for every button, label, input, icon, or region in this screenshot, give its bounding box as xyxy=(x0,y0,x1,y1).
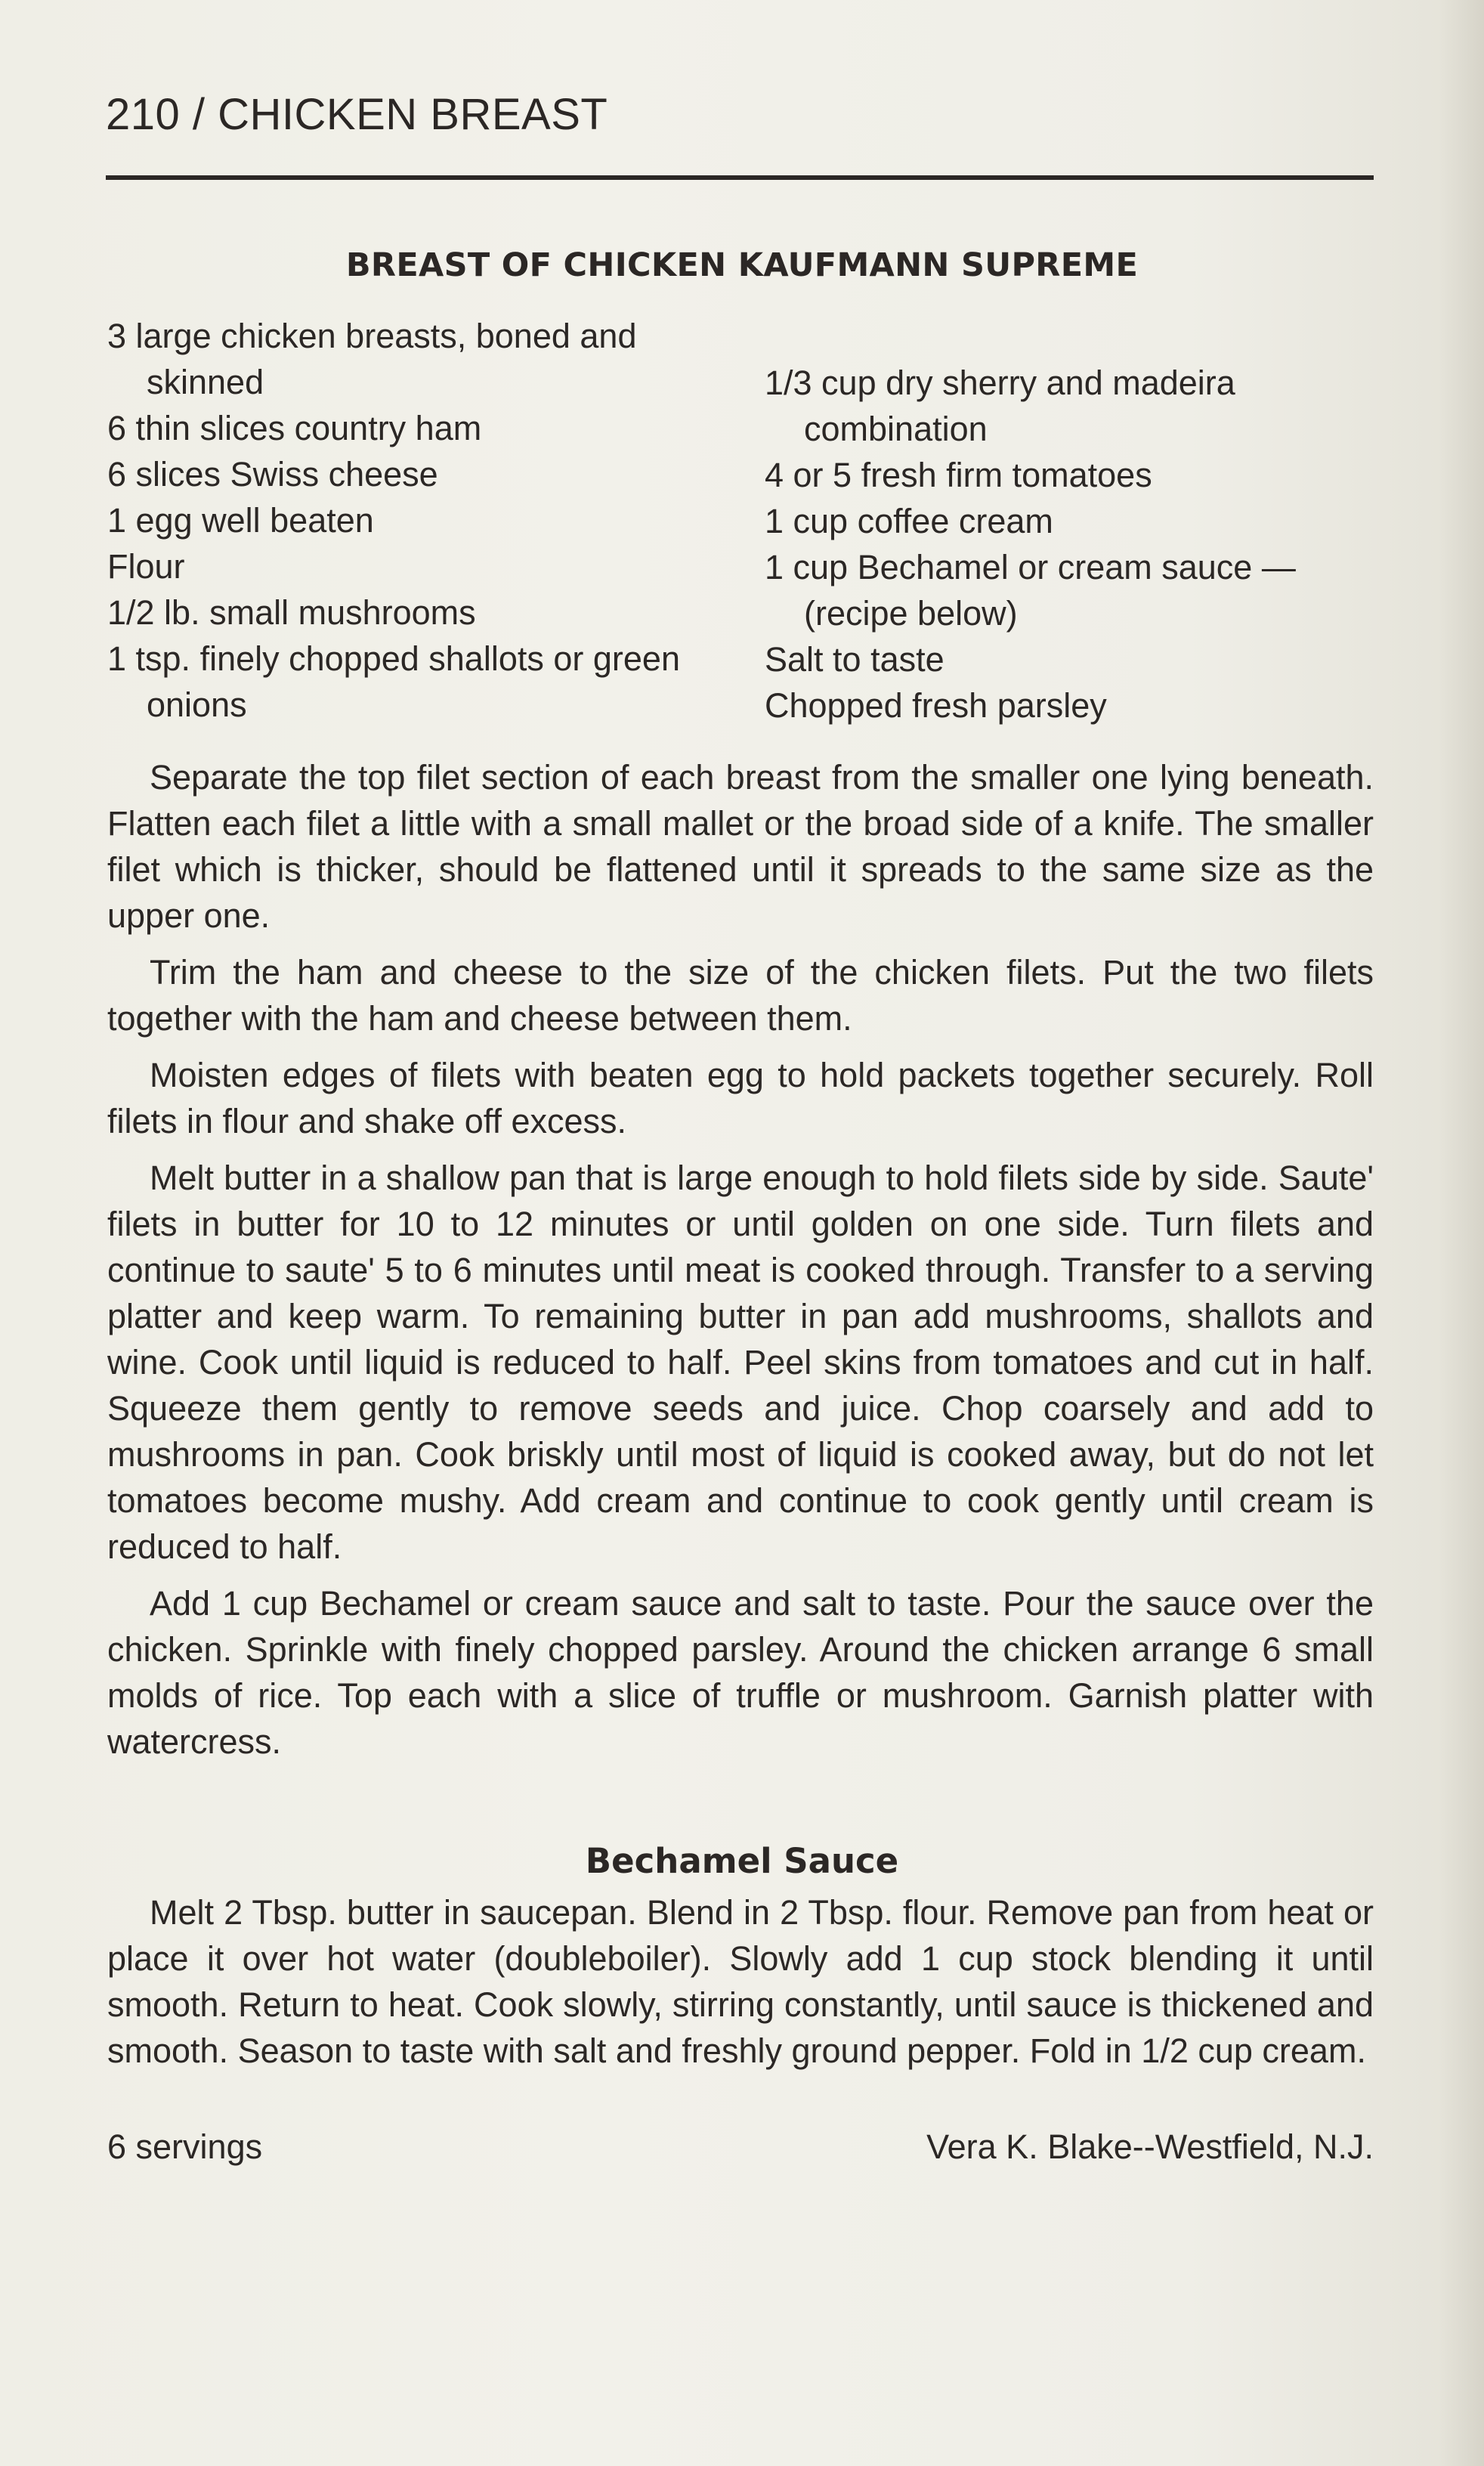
ingredient-item: 1 tsp. finely chopped shallots or green onions xyxy=(107,639,680,724)
direction-paragraph: Add 1 cup Bechamel or cream sauce and salt to taste. Pour the sauce over the chicken. Sprinkle with finely chopped parsley. Around the chicken arrange 6 small molds of rice. Top each with a slice of truffle or mushroom. Garnish platter with watercress. xyxy=(107,1584,1374,1761)
ingredients-right-column xyxy=(765,360,1384,729)
recipe-directions xyxy=(107,754,1374,1775)
ingredient-item: 1/3 cup dry sherry and madeira combination xyxy=(765,364,1235,448)
page-edge-shadow xyxy=(1439,0,1484,2466)
attribution-text: Vera K. Blake--Westfield, N.J. xyxy=(926,2127,1374,2166)
recipe-title: BREAST OF CHICKEN KAUFMANN SUPREME xyxy=(345,246,1139,284)
direction-paragraph: Melt butter in a shallow pan that is large enough to hold filets side by side. Saute' filets in butter for 10 to 12 minutes or until golden on one side. Turn filets and continue to saute' 5 to 6 minutes until meat is cooked through. Transfer to a serving platter and keep warm. To remaining butter in pan add mushrooms, shallots and wine. Cook until liquid is reduced to half. Peel skins from tomatoes and cut in half. Squeeze them gently to remove seeds and juice. Chop coarsely and add to mushrooms in pan. Cook briskly until most of liquid is cooked away, but do not let tomatoes become mushy. Add cream and continue to cook gently until cream is reduced to half. xyxy=(107,1159,1374,1566)
direction-paragraph: Separate the top filet section of each breast from the smaller one lying beneath. Flatten each filet a little with a small mallet or the broad side of a knife. The smaller filet which is thicker, should be flattened until it spreads to the same size as the upper one. xyxy=(107,758,1374,935)
ingredient-item: 1 cup coffee cream xyxy=(765,502,1053,540)
header-rule xyxy=(106,175,1374,180)
ingredient-item: Chopped fresh parsley xyxy=(765,686,1107,725)
bechamel-title: Bechamel Sauce xyxy=(585,1841,899,1881)
ingredient-item: Salt to taste xyxy=(765,640,945,679)
ingredients-left-column xyxy=(107,313,742,728)
bechamel-directions xyxy=(107,1889,1374,2084)
ingredient-item: 1 cup Bechamel or cream sauce — (recipe below) xyxy=(765,548,1296,633)
ingredient-item: 1/2 lb. small mushrooms xyxy=(107,593,476,632)
ingredient-item: 4 or 5 fresh firm tomatoes xyxy=(765,456,1152,494)
ingredient-item: 3 large chicken breasts, boned and skinned xyxy=(107,317,637,401)
ingredient-item: 1 egg well beaten xyxy=(107,501,374,540)
ingredient-item: Flour xyxy=(107,547,185,586)
direction-paragraph: Moisten edges of filets with beaten egg to hold packets together securely. Roll filets in flour and shake off excess. xyxy=(107,1056,1374,1140)
servings-text: 6 servings xyxy=(107,2127,263,2166)
recipe-footer xyxy=(107,2124,1374,2170)
page-header: 210 / CHICKEN BREAST xyxy=(106,90,608,139)
bechamel-paragraph: Melt 2 Tbsp. butter in saucepan. Blend in 2 Tbsp. flour. Remove pan from heat or place it over hot water (doubleboiler). Slowly add 1 cup stock blending it until smooth. Return to heat. Cook slowly, stirring constantly, until sauce is thickened and smooth. Season to taste with salt and freshly ground pepper. Fold in 1/2 cup cream. xyxy=(107,1893,1374,2070)
ingredient-item: 6 slices Swiss cheese xyxy=(107,455,438,494)
ingredient-item: 6 thin slices country ham xyxy=(107,409,482,447)
direction-paragraph: Trim the ham and cheese to the size of the chicken filets. Put the two filets together with the ham and cheese between them. xyxy=(107,953,1374,1038)
